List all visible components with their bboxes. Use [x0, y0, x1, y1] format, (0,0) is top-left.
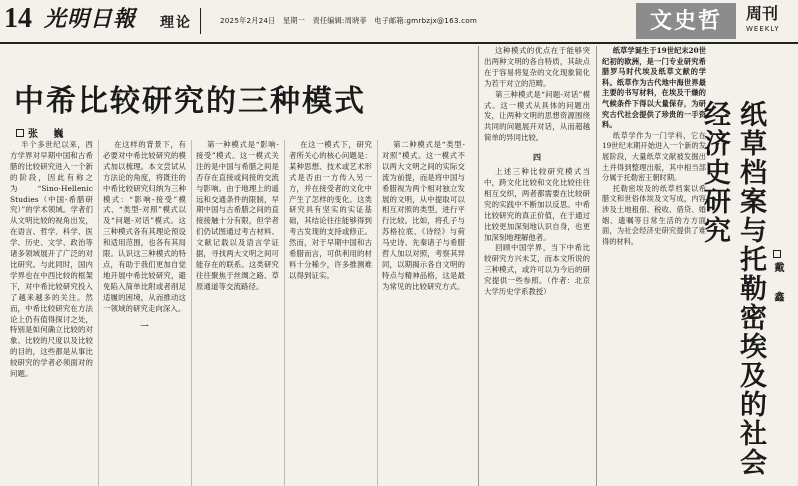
paragraph: 第一种模式是“影响-接受”模式。这一模式关注的是中国与希腊之间是否存在直接或间接的交流与影响。由于地理上的遥远和交通条件的限制，早期中国与古希腊之间的直接接触十分有限，但学者们仍试图通过考古材料、文献记载以及语言学证据，寻找两大文明之间可能存在的联系。这类研究往往聚焦于丝绸之路、草原通道等交流路径。 [196, 140, 279, 291]
article-column-4 [289, 140, 372, 486]
article-column-2 [103, 140, 186, 486]
paragraph: 在这样的背景下，有必要对中希比较研究的模式加以梳理。本文尝试从方法论的角度，将既往的中希比较研究归纳为三种模式：“影响-接受”模式、“类型-对照”模式以及“问题-对话”模式。这三种模式各有其理论预设和适用范围，也各有其局限。认识这三种模式的特点，有助于我们更加自觉地开展中希比较研究，避免陷入简单比附或者削足适履的困境，从而推动这一领域的研究走向深入。 [103, 140, 186, 313]
byline-square-icon [773, 250, 781, 258]
paragraph: 托勒密埃及的纸草档案以希腊文和世俗体埃及文写成，内容涉及土地租佃、税收、借贷、婚姻、遗嘱等日常生活的方方面面，为社会经济史研究提供了难得的材料。 [602, 183, 706, 246]
paragraph: 第二种模式是“类型-对照”模式。这一模式不以两大文明之间的实际交流为前提，而是将中国与希腊视为两个相对独立发展的文明，从中提取可以相互对照的类型，进行平行比较。比如，将孔子与苏格拉底、《诗经》与荷马史诗、先秦诸子与希腊哲人加以对照，考察其异同，以期揭示各自文明的特点与精神品格，这是最为常见的比较研究方式。 [382, 140, 465, 291]
paragraph: 半个多世纪以来，西方学界对早期中国和古希腊的比较研究进入一个新的阶段，因此有称之为“Sino-Hellenic Studies（中国-希腊研究）”的学术领域。学者们从文明比较的视角出发，在语言、哲学、科学、医学、历史、文学、政治等诸多领域展开了广泛的对比研究。与此同时，国内学界也在中西比较的框架下，对中希比较研究投入了越来越多的关注。然而，中希比较研究在方法论上仍有值得探讨之处，特别是如何确立比较的对象、比较的尺度以及比较的目的，这些都是从事比较研究的学者必须面对的问题。 [10, 140, 93, 379]
dateline: 2025年2月24日 星期一 责任编辑:周晓菲 电子邮箱:gmrbzjx@163.com [220, 16, 478, 25]
paragraph: 第三种模式是“问题-对话”模式。这一模式从具体的问题出发，让两种文明的思想资源围绕共同的问题展开对话，从而超越简单的异同比较。 [484, 89, 590, 143]
continued-column [484, 46, 590, 486]
paragraph: 纸草学作为一门学科，它在19世纪末期开始进入一个新的发展阶段，大量纸草文献被发掘出土并得到整理出版，其中相当部分属于托勒密王朝时期。 [602, 130, 706, 183]
paragraph: 这种模式的优点在于能够突出两种文明的各自特质，其缺点在于容易将复杂的文化现象简化为若干对立的范畴。 [484, 46, 590, 88]
article-byline: 张 巍 [28, 129, 70, 140]
column-divider [98, 140, 99, 486]
column-divider [191, 140, 192, 486]
right-article-body [602, 46, 706, 486]
article-column-1 [10, 140, 93, 486]
section-number: 一 [140, 320, 149, 331]
column-divider [478, 46, 479, 486]
right-article-headline: 纸草档案与托勒密埃及的社会经济史研究 [699, 100, 766, 477]
masthead-divider [200, 8, 201, 34]
page-number: 14 [4, 3, 32, 34]
article-divider [596, 46, 597, 486]
weekly-label [746, 4, 780, 34]
paragraph: 回顾中国学界，当下中希比较研究方兴未艾，而本文所说的三种模式，或许可以为今后的研究提供一些参照。（作者：北京大学历史学系教授） [484, 243, 590, 297]
newspaper-logo: 光明日報 [44, 6, 137, 32]
masthead-rule [0, 42, 798, 44]
weekly-en: WEEKLY [746, 25, 780, 33]
right-article-byline: 戴 鑫 [772, 262, 783, 310]
section-banner: 文史哲 [636, 3, 736, 39]
column-divider [377, 140, 378, 486]
column-divider [284, 140, 285, 486]
paragraph: 在这一模式下，研究者所关心的核心问题是：某种思想、技术或艺术形式是否由一方传入另一方，并在接受者的文化中产生了怎样的变化。这类研究具有坚实的实证基础，其结论往往能够得到考古发现的支持或修正。然而，对于早期中国和古希腊而言，可供利用的材料十分稀少，许多推测难以得到证实。 [289, 140, 372, 280]
article-column-5 [382, 140, 465, 486]
article-column-3 [196, 140, 279, 486]
article-body [10, 140, 472, 486]
byline-square-icon [16, 129, 24, 137]
section-number: 四 [533, 152, 541, 163]
paragraph: 上述三种比较研究模式当中，跨文化比较和文化比较往往相互交织，两者都需要在比较研究的实践中不断加以反思。中希比较研究的真正价值，在于通过比较更加深刻地认识自身，也更加深刻地理解他者。 [484, 167, 590, 242]
masthead [0, 0, 798, 46]
section-label: 理论 [160, 15, 192, 31]
article-headline: 中希比较研究的三种模式 [14, 84, 366, 119]
article-intro: 纸草学诞生于19世纪末20世纪初的欧洲，是一门专业研究希腊罗马时代埃及纸草文献的学科。纸草作为古代地中海世界最主要的书写材料，在埃及干燥的气候条件下得以大量保存，为研究古代社会提供了珍贵的一手资料。 [602, 46, 706, 130]
weekly-zh: 周刊 [746, 4, 779, 23]
